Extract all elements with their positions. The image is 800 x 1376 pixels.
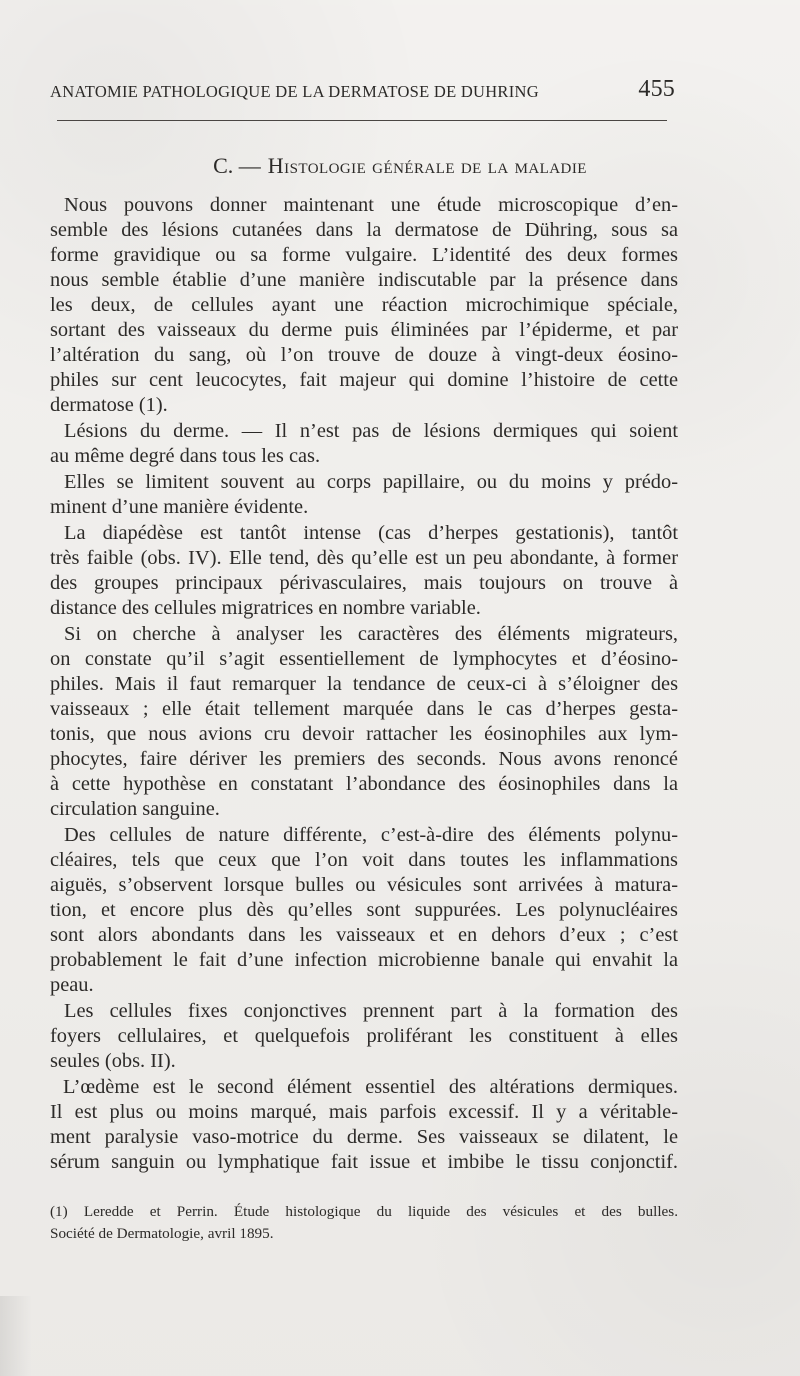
paragraph-line-34: foyers cellulaires, et quelquefois proliférant les constituent à elles bbox=[50, 1025, 678, 1047]
paragraph-line-23: phocytes, faire dériver les premiers des seconds. Nous avons renoncé bbox=[50, 748, 678, 770]
paragraph-line-20: philes. Mais il faut remarquer la tendance de ceux-ci à s’éloigner des bbox=[50, 673, 678, 695]
header-rule bbox=[57, 120, 667, 121]
paragraph-line-28: aiguës, s’observent lorsque bulles ou vésicules sont arrivées à matura- bbox=[50, 874, 678, 896]
footnote-line-1: (1) Leredde et Perrin. Étude histologique du liquide des vésicules et des bulles. bbox=[50, 1203, 678, 1220]
page-number: 455 bbox=[638, 76, 675, 102]
paragraph-line-29: tion, et encore plus dès qu’elles sont suppurées. Les polynucléaires bbox=[50, 899, 678, 921]
paragraph-line-27: cléaires, tels que ceux que l’on voit dans toutes les inflammations bbox=[50, 849, 678, 871]
section-heading bbox=[0, 155, 800, 177]
paragraph-line-10: Lésions du derme. — Il n’est pas de lésions dermiques qui soient bbox=[64, 420, 678, 442]
paragraph-line-36: L’œdème est le second élément essentiel des altérations dermiques. bbox=[63, 1076, 678, 1098]
paragraph-line-8: philes sur cent leucocytes, fait majeur qui domine l’histoire de cette bbox=[50, 369, 678, 391]
paragraph-line-2: semble des lésions cutanées dans la dermatose de Dühring, sous sa bbox=[50, 219, 678, 241]
paragraph-line-19: on constate qu’il s’agit essentiellement de lymphocytes et d’éosino- bbox=[50, 648, 678, 670]
section-title: Histologie générale de la maladie bbox=[267, 153, 587, 178]
paragraph-line-9: dermatose (1). bbox=[50, 394, 168, 416]
paragraph-line-16: des groupes principaux périvasculaires, mais toujours on trouve à bbox=[50, 572, 678, 594]
paragraph-line-12: Elles se limitent souvent au corps papillaire, ou du moins y prédo- bbox=[64, 471, 678, 493]
paragraph-line-18: Si on cherche à analyser les caractères des éléments migrateurs, bbox=[64, 623, 678, 645]
section-prefix: C. — bbox=[213, 153, 261, 178]
paragraph-line-11: au même degré dans tous les cas. bbox=[50, 445, 321, 467]
paragraph-line-33: Les cellules fixes conjonctives prennent part à la formation des bbox=[64, 1000, 678, 1022]
paragraph-line-39: sérum sanguin ou lymphatique fait issue et imbibe le tissu conjonctif. bbox=[50, 1151, 678, 1173]
paragraph-line-3: forme gravidique ou sa forme vulgaire. L’identité des deux formes bbox=[50, 244, 678, 266]
paragraph-line-35: seules (obs. II). bbox=[50, 1050, 176, 1072]
paragraph-line-37: Il est plus ou moins marqué, mais parfois excessif. Il y a véritable- bbox=[50, 1101, 678, 1123]
paragraph-line-21: vaisseaux ; elle était tellement marquée dans le cas d’herpes gesta- bbox=[50, 698, 678, 720]
main-text bbox=[50, 192, 678, 1192]
paragraph-line-6: sortant des vaisseaux du derme puis éliminées par l’épiderme, et par bbox=[50, 319, 678, 341]
paragraph-line-14: La diapédèse est tantôt intense (cas d’herpes gestationis), tantôt bbox=[64, 522, 678, 544]
paragraph-line-13: minent d’une manière évidente. bbox=[50, 496, 309, 518]
paragraph-line-32: peau. bbox=[50, 974, 94, 996]
paragraph-line-22: tonis, que nous avions cru devoir rattacher les éosinophiles aux lym- bbox=[50, 723, 678, 745]
paragraph-line-4: nous semble établie d’une manière indiscutable par la présence dans bbox=[50, 269, 678, 291]
paragraph-line-38: ment paralysie vaso-motrice du derme. Ses vaisseaux se dilatent, le bbox=[50, 1126, 678, 1148]
running-head-title: ANATOMIE PATHOLOGIQUE DE LA DERMATOSE DE DUHRING bbox=[50, 82, 539, 101]
footnote-line-2: Société de Dermatologie, avril 1895. bbox=[50, 1225, 274, 1242]
paragraph-line-25: circulation sanguine. bbox=[50, 798, 220, 820]
paragraph-line-1: Nous pouvons donner maintenant une étude microscopique d’en- bbox=[64, 194, 678, 216]
paragraph-line-30: sont alors abondants dans les vaisseaux et en dehors d’eux ; c’est bbox=[50, 924, 678, 946]
paragraph-line-26: Des cellules de nature différente, c’est-à-dire des éléments polynu- bbox=[64, 824, 678, 846]
paragraph-line-7: l’altération du sang, où l’on trouve de douze à vingt-deux éosino- bbox=[50, 344, 678, 366]
paragraph-line-5: les deux, de cellules ayant une réaction microchimique spéciale, bbox=[50, 294, 678, 316]
page-stain bbox=[0, 1296, 32, 1376]
paragraph-line-15: très faible (obs. IV). Elle tend, dès qu’elle est un peu abondante, à former bbox=[50, 547, 678, 569]
running-head bbox=[50, 74, 675, 108]
paragraph-line-17: distance des cellules migratrices en nombre variable. bbox=[50, 597, 481, 619]
paragraph-line-24: à cette hypothèse en constatant l’abondance des éosinophiles dans la bbox=[50, 773, 678, 795]
paragraph-line-31: probablement le fait d’une infection microbienne banale qui envahit la bbox=[50, 949, 678, 971]
